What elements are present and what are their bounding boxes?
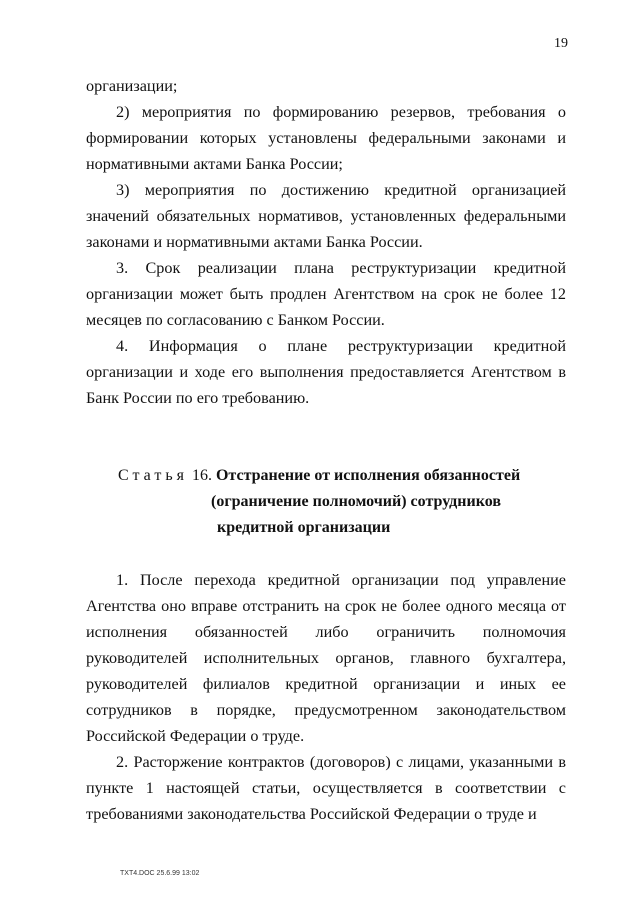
page-number: 19	[554, 36, 568, 51]
article-label: Статья	[118, 467, 188, 484]
article-title-line-3: кредитной организации	[217, 519, 391, 536]
paragraph-continuation: организации;	[86, 77, 178, 95]
bottom-text-block	[86, 567, 566, 827]
paragraph-article-point-2: 2. Расторжение контрактов (договоров) с лицами, указанными в пункте 1 настоящей статьи, осуществляется в соответствии с требованиями законодательства Российской Федерации о труде и	[86, 753, 566, 823]
paragraph-article-point-1: 1. После перехода кредитной организации под управление Агентства оно вправе отстранить на срок не более одного месяца от исполнения обязанностей либо ограничить полномочия руководителей исполнительных органов, главного бухгалтера, руководителей филиалов кредитной организации и иных ее сотрудников в порядке, предусмотренном законодательством Российской Федерации о труде.	[86, 571, 566, 745]
paragraph-item-3: 3) мероприятия по достижению кредитной организацией значений обязательных нормативов, установленных федеральными законами и нормативными актами Банка России.	[86, 181, 566, 251]
paragraph-item-2: 2) мероприятия по формированию резервов, требования о формировании которых установлены федеральными законами и нормативными актами Банка России;	[86, 103, 566, 173]
article-heading	[118, 463, 538, 541]
paragraph-point-4: 4. Информация о плане реструктуризации кредитной организации и ходе его выполнения предоставляется Агентством в Банк России по его требованию.	[86, 337, 566, 407]
paragraph-point-3: 3. Срок реализации плана реструктуризации кредитной организации может быть продлен Агентством на срок не более 12 месяцев по согласованию с Банком России.	[86, 259, 566, 329]
footer-filename: TXT4.DOC 25.6.99 13:02	[120, 870, 200, 877]
article-title-line-2: (ограничение полномочий) сотрудников	[211, 493, 501, 510]
top-text-block	[86, 73, 566, 411]
article-title-line-1: Отстранение от исполнения обязанностей	[215, 467, 521, 484]
article-number: 16.	[191, 467, 212, 484]
article-heading-line-1	[118, 463, 538, 489]
